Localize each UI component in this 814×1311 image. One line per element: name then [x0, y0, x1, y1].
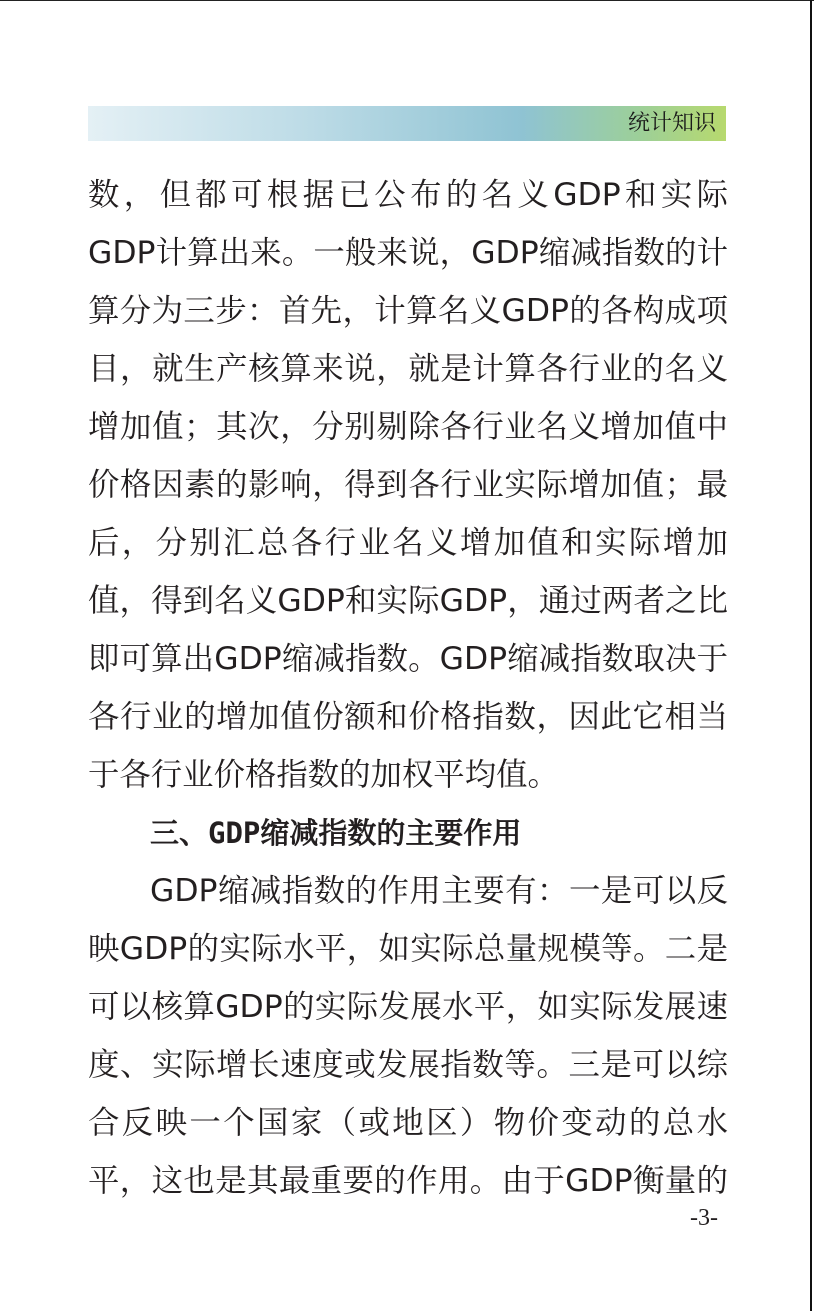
- text-line: 价格因素的影响，得到各行业实际增加值；最: [88, 467, 728, 503]
- text-line: GDP缩减指数的作用主要有：一是可以反: [150, 873, 728, 909]
- text-line: 增加值；其次，分别剔除各行业名义增加值中: [88, 409, 728, 445]
- text-line: 各行业的增加值份额和价格指数，因此它相当: [88, 699, 728, 735]
- body-text: [88, 166, 728, 1210]
- page-number: -3-: [690, 1205, 718, 1231]
- text-line: 于各行业价格指数的加权平均值。: [88, 757, 559, 793]
- text-line: 映GDP的实际水平，如实际总量规模等。二是: [88, 931, 728, 967]
- text-line: 目，就生产核算来说，就是计算各行业的名义: [88, 351, 728, 387]
- text-line: 后，分别汇总各行业名义增加值和实际增加: [88, 525, 728, 561]
- section-header-label: 统计知识: [627, 111, 716, 136]
- text-line: 可以核算GDP的实际发展水平，如实际发展速: [88, 989, 728, 1025]
- text-line: 合反映一个国家（或地区）物价变动的总水: [88, 1105, 728, 1141]
- text-line: GDP计算出来。一般来说，GDP缩减指数的计: [88, 235, 728, 271]
- page-frame-top: [0, 0, 814, 1]
- page-frame-right: [810, 0, 812, 1311]
- text-line: 即可算出GDP缩减指数。GDP缩减指数取决于: [88, 641, 728, 677]
- text-line: 算分为三步：首先，计算名义GDP的各构成项: [88, 293, 728, 329]
- text-line: 平，这也是其最重要的作用。由于GDP衡量的: [88, 1163, 728, 1199]
- text-line: 度、实际增长速度或发展指数等。三是可以综: [88, 1047, 728, 1083]
- text-line: 值，得到名义GDP和实际GDP，通过两者之比: [88, 583, 728, 619]
- section-heading: 三、GDP缩减指数的主要作用: [150, 816, 522, 850]
- section-header-bar: [88, 106, 726, 141]
- text-line: 数，但都可根据已公布的名义GDP和实际: [88, 177, 728, 213]
